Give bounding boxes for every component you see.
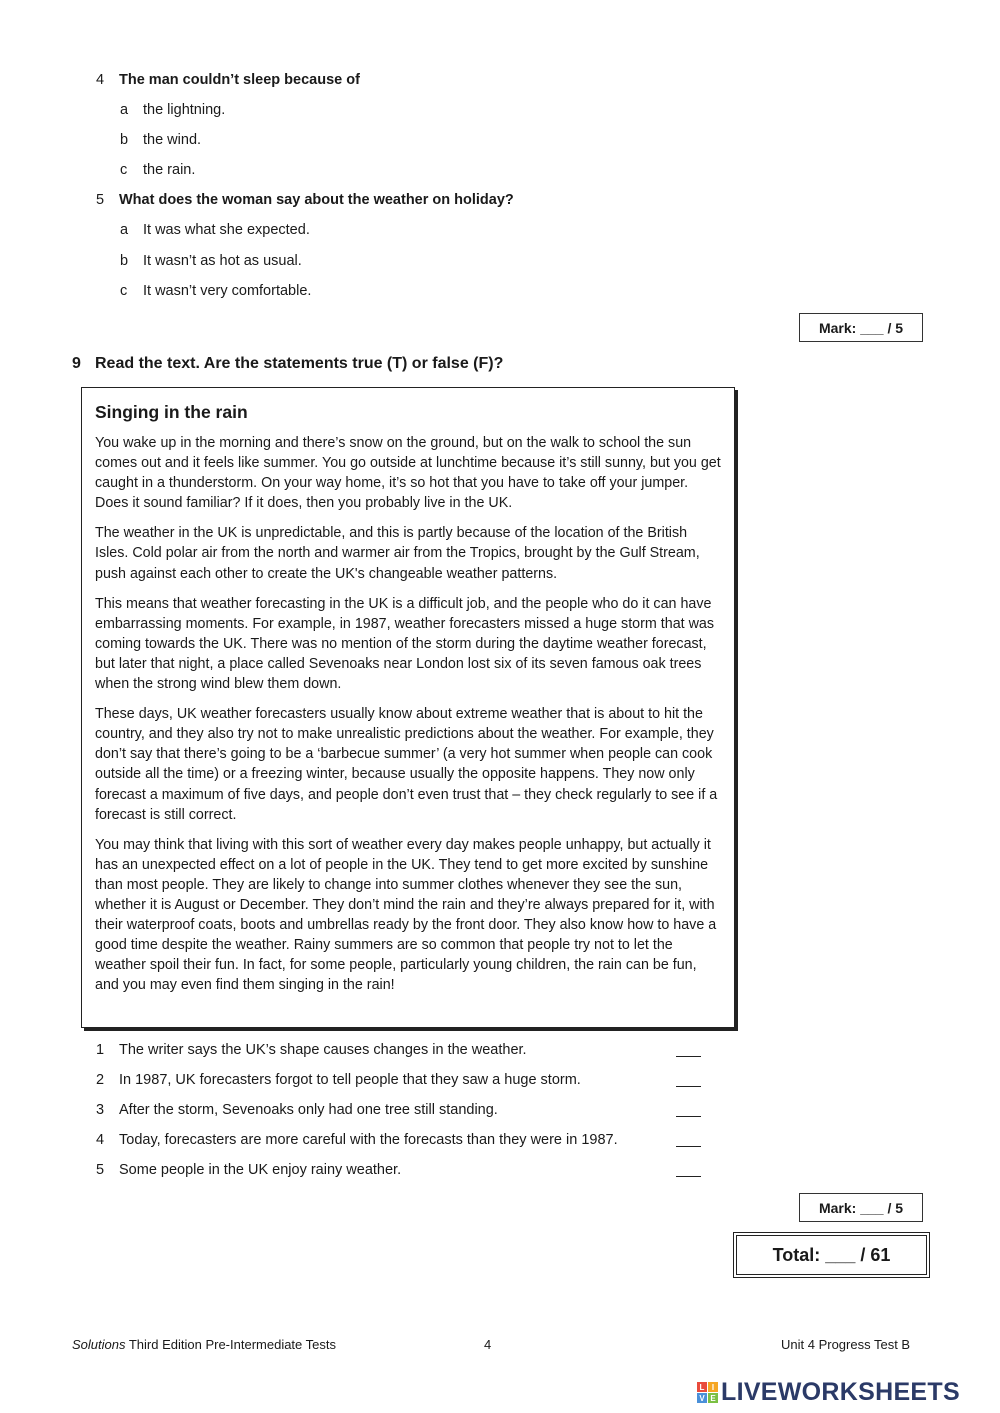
answer-blank[interactable] xyxy=(676,1162,701,1177)
statement-number: 5 xyxy=(96,1162,105,1178)
footer-page-number: 4 xyxy=(484,1337,492,1352)
option-letter: b xyxy=(120,253,129,269)
statement-row xyxy=(0,1162,1000,1182)
option-text: It wasn’t very comfortable. xyxy=(143,283,312,299)
section-number: 9 xyxy=(72,355,81,372)
option-text: the rain. xyxy=(143,162,196,178)
option-letter: b xyxy=(120,132,129,148)
option-text: It was what she expected. xyxy=(143,222,310,238)
statement-text: After the storm, Sevenoaks only had one tree still standing. xyxy=(119,1102,498,1118)
logo-letter: L xyxy=(697,1382,707,1392)
logo-letter: E xyxy=(708,1393,718,1403)
mark-box: Mark: ___ / 5 xyxy=(799,1193,923,1222)
footer-unit: Unit 4 Progress Test B xyxy=(781,1337,911,1352)
answer-blank[interactable] xyxy=(676,1042,701,1057)
option-text: the wind. xyxy=(143,132,202,148)
statement-text: Today, forecasters are more careful with the forecasts than they were in 1987. xyxy=(119,1132,618,1148)
article-paragraph: You wake up in the morning and there’s snow on the ground, but on the walk to school the sun comes out and it feels like summer. You go outside at lunchtime because it’s still sunny, but you get caught in a thunderstorm. On your way home, it’s so hot that you have to take off your jumper. Does it sound familiar? If it does, then you probably live in the UK. xyxy=(95,435,721,512)
mark-box: Mark: ___ / 5 xyxy=(799,313,923,342)
statement-number: 3 xyxy=(96,1102,105,1118)
answer-blank[interactable] xyxy=(676,1132,701,1147)
footer-book-title-italic: Solutions xyxy=(72,1337,126,1352)
statement-number: 2 xyxy=(96,1072,105,1088)
question-text: What does the woman say about the weather on holiday? xyxy=(119,192,514,208)
statement-text: The writer says the UK’s shape causes changes in the weather. xyxy=(119,1042,527,1058)
article-paragraph: The weather in the UK is unpredictable, and this is partly because of the location of the British Isles. Cold polar air from the north and warmer air from the Tropics, brought by the Gulf Stream, push against each other to create the UK's changeable weather patterns. xyxy=(95,525,700,582)
total-box: Total: ___ / 61 xyxy=(736,1235,927,1275)
statement-number: 4 xyxy=(96,1132,105,1148)
question-number: 5 xyxy=(96,192,105,208)
option-letter: c xyxy=(120,283,128,299)
option-letter: a xyxy=(120,102,129,118)
footer-book-title xyxy=(72,1337,336,1352)
article-title: Singing in the rain xyxy=(95,402,248,422)
logo-letter: V xyxy=(697,1393,707,1403)
article-paragraph: This means that weather forecasting in the UK is a difficult job, and the people who do it can have embarrassing moments. For example, in 1987, weather forecasters missed a huge storm that was coming towards the UK. There was no mention of the storm during the daytime weather forecast, but later that night, a place called Sevenoaks near London lost six of its seven famous oak trees when the strong wind blew them down. xyxy=(95,595,715,693)
liveworksheets-logo[interactable] xyxy=(697,1378,960,1407)
question-number: 4 xyxy=(96,72,105,88)
statement-row xyxy=(0,1102,1000,1122)
logo-icon xyxy=(697,1382,718,1403)
option-text: the lightning. xyxy=(143,102,226,118)
answer-blank[interactable] xyxy=(676,1102,701,1117)
question-text: The man couldn’t sleep because of xyxy=(119,72,360,88)
statement-number: 1 xyxy=(96,1042,105,1058)
statement-row xyxy=(0,1132,1000,1152)
article-paragraph: These days, UK weather forecasters usually know about extreme weather that is about to hit the country, and they also try not to make unrealistic predictions about the weather. For example, they don’t say that there’s going to be a ‘barbecue summer’ (a very hot summer when people can cook outside all the time) or a freezing winter, because usually the opposite happens. They now only forecast a maximum of five days, and people don’t even trust that – they check regularly to see if a forecast is still correct. xyxy=(95,706,718,823)
logo-text: LIVEWORKSHEETS xyxy=(721,1378,960,1406)
option-text: It wasn’t as hot as usual. xyxy=(143,253,302,269)
footer-book-rest: Third Edition Pre-Intermediate Tests xyxy=(125,1337,336,1352)
option-letter: c xyxy=(120,162,128,178)
statement-row xyxy=(0,1042,1000,1062)
logo-letter: I xyxy=(708,1382,718,1392)
statement-row xyxy=(0,1072,1000,1092)
statement-text: Some people in the UK enjoy rainy weather. xyxy=(119,1162,402,1178)
statement-text: In 1987, UK forecasters forgot to tell people that they saw a huge storm. xyxy=(119,1072,581,1088)
answer-blank[interactable] xyxy=(676,1072,701,1087)
article-paragraph: You may think that living with this sort of weather every day makes people unhappy, but actually it has an unexpected effect on a lot of people in the UK. They tend to get more excited by sunshine than most people. They are likely to change into summer clothes whenever they see the sun, whether it is August or December. They don’t mind the rain and they’re always prepared for it, with their waterproof coats, boots and umbrellas ready by the front door. They also know how to have a good time despite the weather. Rainy summers are so common that people try not to let the weather spoil their fun. In fact, for some people, particularly young children, the rain can be fun, and you may even find them singing in the rain! xyxy=(95,836,717,994)
section-instruction: Read the text. Are the statements true (T) or false (F)? xyxy=(95,355,504,372)
reading-text-box xyxy=(81,387,735,1028)
option-letter: a xyxy=(120,222,129,238)
